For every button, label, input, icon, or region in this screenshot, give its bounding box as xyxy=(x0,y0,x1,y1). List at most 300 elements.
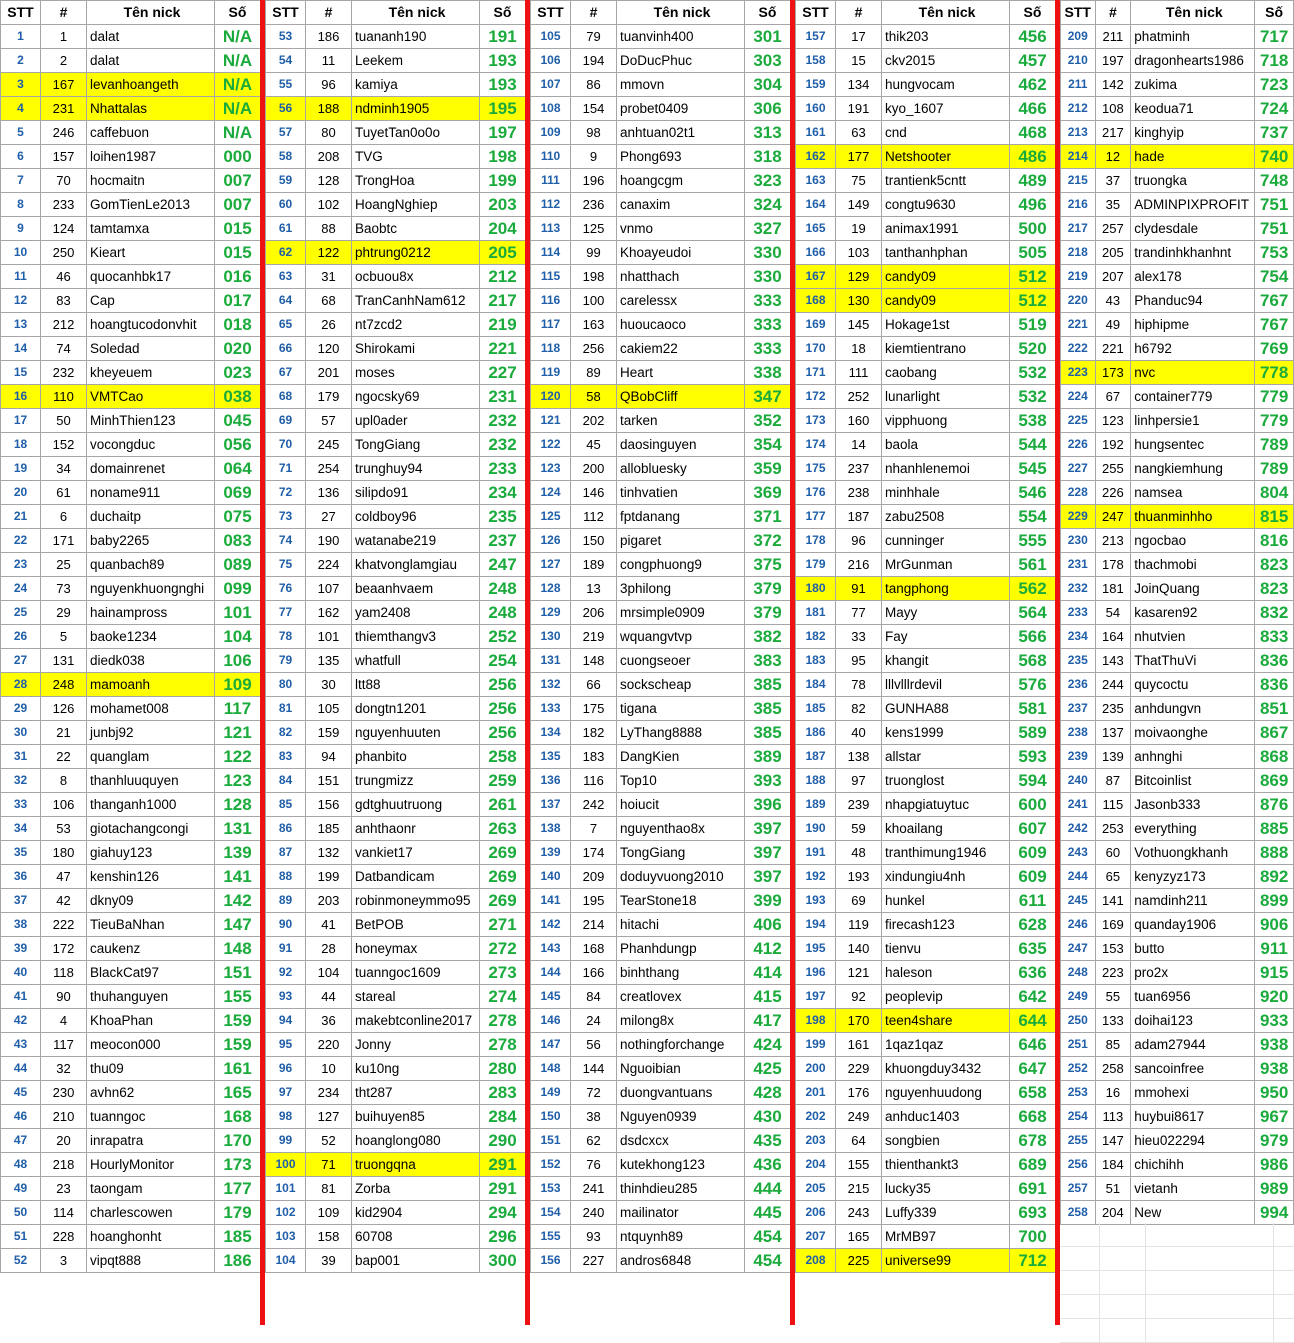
id-cell[interactable]: 75 xyxy=(836,169,882,193)
id-cell[interactable]: 158 xyxy=(306,1225,352,1249)
number-cell[interactable]: 519 xyxy=(1010,313,1056,337)
nick-cell[interactable]: congphuong9 xyxy=(617,553,745,577)
nick-cell[interactable]: diedk038 xyxy=(87,649,215,673)
stt-cell[interactable]: 107 xyxy=(531,73,571,97)
id-cell[interactable]: 256 xyxy=(571,337,617,361)
number-cell[interactable]: 252 xyxy=(480,625,526,649)
stt-cell[interactable]: 242 xyxy=(1061,817,1096,841)
stt-cell[interactable]: 41 xyxy=(1,985,41,1009)
stt-cell[interactable]: 74 xyxy=(266,529,306,553)
nick-cell[interactable]: hainampross xyxy=(87,601,215,625)
nick-cell[interactable]: Soledad xyxy=(87,337,215,361)
stt-cell[interactable]: 71 xyxy=(266,457,306,481)
number-cell[interactable]: 199 xyxy=(480,169,526,193)
nick-cell[interactable]: levanhoangeth xyxy=(87,73,215,97)
number-cell[interactable]: 876 xyxy=(1255,793,1294,817)
stt-cell[interactable]: 111 xyxy=(531,169,571,193)
id-cell[interactable]: 97 xyxy=(836,769,882,793)
number-cell[interactable]: 142 xyxy=(215,889,261,913)
stt-cell[interactable]: 112 xyxy=(531,193,571,217)
id-cell[interactable]: 171 xyxy=(41,529,87,553)
nick-cell[interactable]: kyo_1607 xyxy=(882,97,1010,121)
number-cell[interactable]: 333 xyxy=(745,313,791,337)
stt-cell[interactable]: 157 xyxy=(796,25,836,49)
nick-cell[interactable]: dongtn1201 xyxy=(352,697,480,721)
id-cell[interactable]: 199 xyxy=(306,865,352,889)
nick-cell[interactable]: ckv2015 xyxy=(882,49,1010,73)
nick-cell[interactable]: trungmizz xyxy=(352,769,480,793)
stt-cell[interactable]: 239 xyxy=(1061,745,1096,769)
id-cell[interactable]: 103 xyxy=(836,241,882,265)
id-cell[interactable]: 25 xyxy=(41,553,87,577)
nick-cell[interactable]: hoangcgm xyxy=(617,169,745,193)
id-cell[interactable]: 44 xyxy=(306,985,352,1009)
stt-cell[interactable]: 149 xyxy=(531,1081,571,1105)
id-cell[interactable]: 132 xyxy=(306,841,352,865)
id-cell[interactable]: 63 xyxy=(836,121,882,145)
id-cell[interactable]: 234 xyxy=(306,1081,352,1105)
nick-cell[interactable]: hiphipme xyxy=(1131,313,1255,337)
id-cell[interactable]: 236 xyxy=(571,193,617,217)
id-cell[interactable]: 182 xyxy=(571,721,617,745)
number-cell[interactable]: 920 xyxy=(1255,985,1294,1009)
number-cell[interactable]: 023 xyxy=(215,361,261,385)
number-cell[interactable]: 561 xyxy=(1010,553,1056,577)
nick-cell[interactable]: hoiucit xyxy=(617,793,745,817)
stt-cell[interactable]: 68 xyxy=(266,385,306,409)
stt-cell[interactable]: 238 xyxy=(1061,721,1096,745)
number-cell[interactable]: 271 xyxy=(480,913,526,937)
nick-cell[interactable]: quocanhbk17 xyxy=(87,265,215,289)
number-cell[interactable]: 767 xyxy=(1255,313,1294,337)
id-cell[interactable]: 66 xyxy=(571,673,617,697)
number-cell[interactable]: 836 xyxy=(1255,649,1294,673)
stt-cell[interactable]: 64 xyxy=(266,289,306,313)
nick-cell[interactable]: huoucaoco xyxy=(617,313,745,337)
nick-cell[interactable]: ThatThuVi xyxy=(1131,649,1255,673)
id-cell[interactable]: 67 xyxy=(1095,385,1131,409)
stt-cell[interactable]: 207 xyxy=(796,1225,836,1249)
stt-cell[interactable]: 108 xyxy=(531,97,571,121)
stt-cell[interactable]: 121 xyxy=(531,409,571,433)
nick-cell[interactable]: namsea xyxy=(1131,481,1255,505)
nick-cell[interactable]: namdinh211 xyxy=(1131,889,1255,913)
stt-cell[interactable]: 72 xyxy=(266,481,306,505)
id-cell[interactable]: 55 xyxy=(1095,985,1131,1009)
empty-cell[interactable] xyxy=(1146,1247,1274,1271)
number-cell[interactable]: 007 xyxy=(215,193,261,217)
id-cell[interactable]: 218 xyxy=(41,1153,87,1177)
stt-cell[interactable]: 95 xyxy=(266,1033,306,1057)
number-cell[interactable]: 869 xyxy=(1255,769,1294,793)
nick-cell[interactable]: GomTienLe2013 xyxy=(87,193,215,217)
id-cell[interactable]: 176 xyxy=(836,1081,882,1105)
number-cell[interactable]: 915 xyxy=(1255,961,1294,985)
id-cell[interactable]: 115 xyxy=(1095,793,1131,817)
nick-cell[interactable]: xindungiu4nh xyxy=(882,865,1010,889)
nick-cell[interactable]: kinghyip xyxy=(1131,121,1255,145)
nick-cell[interactable]: anhduc1403 xyxy=(882,1105,1010,1129)
id-cell[interactable]: 74 xyxy=(41,337,87,361)
id-cell[interactable]: 65 xyxy=(1095,865,1131,889)
nick-cell[interactable]: thu09 xyxy=(87,1057,215,1081)
id-cell[interactable]: 174 xyxy=(571,841,617,865)
nick-cell[interactable]: milong8x xyxy=(617,1009,745,1033)
nick-cell[interactable]: cnd xyxy=(882,121,1010,145)
stt-cell[interactable]: 196 xyxy=(796,961,836,985)
nick-cell[interactable]: dkny09 xyxy=(87,889,215,913)
nick-cell[interactable]: tinhvatien xyxy=(617,481,745,505)
stt-cell[interactable]: 204 xyxy=(796,1153,836,1177)
nick-cell[interactable]: ku10ng xyxy=(352,1057,480,1081)
number-cell[interactable]: 594 xyxy=(1010,769,1056,793)
number-cell[interactable]: 496 xyxy=(1010,193,1056,217)
nick-cell[interactable]: tuananh190 xyxy=(352,25,480,49)
number-cell[interactable]: 994 xyxy=(1255,1201,1294,1225)
stt-cell[interactable]: 174 xyxy=(796,433,836,457)
number-cell[interactable]: N/A xyxy=(215,97,261,121)
id-cell[interactable]: 125 xyxy=(571,217,617,241)
number-cell[interactable]: 456 xyxy=(1010,25,1056,49)
id-cell[interactable]: 5 xyxy=(41,625,87,649)
nick-cell[interactable]: Zorba xyxy=(352,1177,480,1201)
number-cell[interactable]: 327 xyxy=(745,217,791,241)
nick-cell[interactable]: Heart xyxy=(617,361,745,385)
nick-cell[interactable]: Cap xyxy=(87,289,215,313)
nick-cell[interactable]: Top10 xyxy=(617,769,745,793)
nick-cell[interactable]: upl0ader xyxy=(352,409,480,433)
stt-cell[interactable]: 45 xyxy=(1,1081,41,1105)
empty-cell[interactable] xyxy=(1100,1223,1146,1247)
id-cell[interactable]: 153 xyxy=(1095,937,1131,961)
nick-cell[interactable]: haleson xyxy=(882,961,1010,985)
nick-cell[interactable]: caukenz xyxy=(87,937,215,961)
stt-cell[interactable]: 120 xyxy=(531,385,571,409)
stt-cell[interactable]: 243 xyxy=(1061,841,1096,865)
number-cell[interactable]: 833 xyxy=(1255,625,1294,649)
number-cell[interactable]: 117 xyxy=(215,697,261,721)
nick-cell[interactable]: lunarlight xyxy=(882,385,1010,409)
nick-cell[interactable]: kasaren92 xyxy=(1131,601,1255,625)
nick-cell[interactable]: tuan6956 xyxy=(1131,985,1255,1009)
id-cell[interactable]: 31 xyxy=(306,265,352,289)
stt-cell[interactable]: 167 xyxy=(796,265,836,289)
id-cell[interactable]: 172 xyxy=(41,937,87,961)
number-cell[interactable]: 609 xyxy=(1010,865,1056,889)
stt-cell[interactable]: 88 xyxy=(266,865,306,889)
id-cell[interactable]: 122 xyxy=(306,241,352,265)
stt-cell[interactable]: 16 xyxy=(1,385,41,409)
nick-cell[interactable]: inrapatra xyxy=(87,1129,215,1153)
nick-cell[interactable]: ndminh1905 xyxy=(352,97,480,121)
number-cell[interactable]: 906 xyxy=(1255,913,1294,937)
number-cell[interactable]: 754 xyxy=(1255,265,1294,289)
stt-cell[interactable]: 59 xyxy=(266,169,306,193)
stt-cell[interactable]: 18 xyxy=(1,433,41,457)
id-cell[interactable]: 214 xyxy=(571,913,617,937)
number-cell[interactable]: 554 xyxy=(1010,505,1056,529)
nick-cell[interactable]: robinmoneymmo95 xyxy=(352,889,480,913)
nick-cell[interactable]: cakiem22 xyxy=(617,337,745,361)
id-cell[interactable]: 197 xyxy=(1095,49,1131,73)
stt-cell[interactable]: 50 xyxy=(1,1201,41,1225)
nick-cell[interactable]: JoinQuang xyxy=(1131,577,1255,601)
stt-cell[interactable]: 142 xyxy=(531,913,571,937)
id-cell[interactable]: 7 xyxy=(571,817,617,841)
nick-cell[interactable]: bap001 xyxy=(352,1249,480,1273)
id-cell[interactable]: 87 xyxy=(1095,769,1131,793)
number-cell[interactable]: 816 xyxy=(1255,529,1294,553)
id-cell[interactable]: 241 xyxy=(571,1177,617,1201)
nick-cell[interactable]: thachmobi xyxy=(1131,553,1255,577)
stt-cell[interactable]: 89 xyxy=(266,889,306,913)
nick-cell[interactable]: GUNHA88 xyxy=(882,697,1010,721)
number-cell[interactable]: 101 xyxy=(215,601,261,625)
nick-cell[interactable]: phtrung0212 xyxy=(352,241,480,265)
id-cell[interactable]: 145 xyxy=(836,313,882,337)
stt-cell[interactable]: 253 xyxy=(1061,1081,1096,1105)
stt-cell[interactable]: 195 xyxy=(796,937,836,961)
nick-cell[interactable]: truongqna xyxy=(352,1153,480,1177)
nick-cell[interactable]: anhthaonr xyxy=(352,817,480,841)
stt-cell[interactable]: 30 xyxy=(1,721,41,745)
stt-cell[interactable]: 66 xyxy=(266,337,306,361)
stt-cell[interactable]: 228 xyxy=(1061,481,1096,505)
stt-cell[interactable]: 117 xyxy=(531,313,571,337)
nick-cell[interactable]: noname911 xyxy=(87,481,215,505)
id-cell[interactable]: 113 xyxy=(1095,1105,1131,1129)
number-cell[interactable]: 568 xyxy=(1010,649,1056,673)
stt-cell[interactable]: 104 xyxy=(266,1249,306,1273)
nick-cell[interactable]: moses xyxy=(352,361,480,385)
id-cell[interactable]: 221 xyxy=(1095,337,1131,361)
number-cell[interactable]: 212 xyxy=(480,265,526,289)
nick-cell[interactable]: Phanhdungp xyxy=(617,937,745,961)
number-cell[interactable]: 396 xyxy=(745,793,791,817)
stt-cell[interactable]: 60 xyxy=(266,193,306,217)
stt-cell[interactable]: 194 xyxy=(796,913,836,937)
id-cell[interactable]: 85 xyxy=(1095,1033,1131,1057)
id-cell[interactable]: 13 xyxy=(571,577,617,601)
id-cell[interactable]: 230 xyxy=(41,1081,87,1105)
number-cell[interactable]: 283 xyxy=(480,1081,526,1105)
id-cell[interactable]: 24 xyxy=(571,1009,617,1033)
stt-cell[interactable]: 87 xyxy=(266,841,306,865)
stt-cell[interactable]: 181 xyxy=(796,601,836,625)
number-cell[interactable]: 512 xyxy=(1010,265,1056,289)
id-cell[interactable]: 146 xyxy=(571,481,617,505)
empty-cell[interactable] xyxy=(1274,1247,1294,1271)
nick-cell[interactable]: cunninger xyxy=(882,529,1010,553)
nick-cell[interactable]: candy09 xyxy=(882,289,1010,313)
nick-cell[interactable]: hungsentec xyxy=(1131,433,1255,457)
empty-cell[interactable] xyxy=(1100,1319,1146,1343)
number-cell[interactable]: 778 xyxy=(1255,361,1294,385)
nick-cell[interactable]: wquangvtvp xyxy=(617,625,745,649)
id-cell[interactable]: 53 xyxy=(41,817,87,841)
nick-cell[interactable]: mamoanh xyxy=(87,673,215,697)
stt-cell[interactable]: 39 xyxy=(1,937,41,961)
stt-cell[interactable]: 237 xyxy=(1061,697,1096,721)
id-cell[interactable]: 209 xyxy=(571,865,617,889)
number-cell[interactable]: 303 xyxy=(745,49,791,73)
stt-cell[interactable]: 43 xyxy=(1,1033,41,1057)
stt-cell[interactable]: 184 xyxy=(796,673,836,697)
stt-cell[interactable]: 183 xyxy=(796,649,836,673)
stt-cell[interactable]: 220 xyxy=(1061,289,1096,313)
id-cell[interactable]: 203 xyxy=(306,889,352,913)
empty-cell[interactable] xyxy=(1100,1247,1146,1271)
id-cell[interactable]: 247 xyxy=(1095,505,1131,529)
id-cell[interactable]: 33 xyxy=(836,625,882,649)
stt-cell[interactable]: 21 xyxy=(1,505,41,529)
id-cell[interactable]: 29 xyxy=(41,601,87,625)
number-cell[interactable]: 247 xyxy=(480,553,526,577)
stt-cell[interactable]: 141 xyxy=(531,889,571,913)
id-cell[interactable]: 150 xyxy=(571,529,617,553)
number-cell[interactable]: 804 xyxy=(1255,481,1294,505)
nick-cell[interactable]: tamtamxa xyxy=(87,217,215,241)
number-cell[interactable]: 069 xyxy=(215,481,261,505)
nick-cell[interactable]: universe99 xyxy=(882,1249,1010,1273)
id-cell[interactable]: 22 xyxy=(41,745,87,769)
id-cell[interactable]: 30 xyxy=(306,673,352,697)
number-cell[interactable]: 385 xyxy=(745,673,791,697)
id-cell[interactable]: 136 xyxy=(306,481,352,505)
nick-cell[interactable]: zukima xyxy=(1131,73,1255,97)
nick-cell[interactable]: Datbandicam xyxy=(352,865,480,889)
id-cell[interactable]: 140 xyxy=(836,937,882,961)
stt-cell[interactable]: 256 xyxy=(1061,1153,1096,1177)
number-cell[interactable]: 406 xyxy=(745,913,791,937)
number-cell[interactable]: 868 xyxy=(1255,745,1294,769)
number-cell[interactable]: 141 xyxy=(215,865,261,889)
nick-cell[interactable]: Nguyen0939 xyxy=(617,1105,745,1129)
id-cell[interactable]: 180 xyxy=(41,841,87,865)
stt-cell[interactable]: 122 xyxy=(531,433,571,457)
stt-cell[interactable]: 37 xyxy=(1,889,41,913)
nick-cell[interactable]: Luffy339 xyxy=(882,1201,1010,1225)
id-cell[interactable]: 156 xyxy=(306,793,352,817)
nick-cell[interactable]: Nhattalas xyxy=(87,97,215,121)
id-cell[interactable]: 36 xyxy=(306,1009,352,1033)
stt-cell[interactable]: 67 xyxy=(266,361,306,385)
stt-cell[interactable]: 110 xyxy=(531,145,571,169)
id-cell[interactable]: 216 xyxy=(836,553,882,577)
nick-cell[interactable]: thiemthangv3 xyxy=(352,625,480,649)
stt-cell[interactable]: 257 xyxy=(1061,1177,1096,1201)
number-cell[interactable]: 779 xyxy=(1255,385,1294,409)
id-cell[interactable]: 4 xyxy=(41,1009,87,1033)
nick-cell[interactable]: domainrenet xyxy=(87,457,215,481)
id-cell[interactable]: 235 xyxy=(1095,697,1131,721)
number-cell[interactable]: 658 xyxy=(1010,1081,1056,1105)
nick-cell[interactable]: HoangNghiep xyxy=(352,193,480,217)
number-cell[interactable]: 532 xyxy=(1010,361,1056,385)
number-cell[interactable]: 454 xyxy=(745,1225,791,1249)
id-cell[interactable]: 134 xyxy=(836,73,882,97)
nick-cell[interactable]: doduyvuong2010 xyxy=(617,865,745,889)
nick-cell[interactable]: kenshin126 xyxy=(87,865,215,889)
id-cell[interactable]: 110 xyxy=(41,385,87,409)
nick-cell[interactable]: Kieart xyxy=(87,241,215,265)
stt-cell[interactable]: 153 xyxy=(531,1177,571,1201)
number-cell[interactable]: 718 xyxy=(1255,49,1294,73)
empty-cell[interactable] xyxy=(1146,1223,1274,1247)
stt-cell[interactable]: 94 xyxy=(266,1009,306,1033)
nick-cell[interactable]: quanbach89 xyxy=(87,553,215,577)
id-cell[interactable]: 143 xyxy=(1095,649,1131,673)
stt-cell[interactable]: 86 xyxy=(266,817,306,841)
nick-cell[interactable]: ocbuou8x xyxy=(352,265,480,289)
id-cell[interactable]: 57 xyxy=(306,409,352,433)
stt-cell[interactable]: 185 xyxy=(796,697,836,721)
stt-cell[interactable]: 55 xyxy=(266,73,306,97)
id-cell[interactable]: 206 xyxy=(571,601,617,625)
number-cell[interactable]: 938 xyxy=(1255,1033,1294,1057)
number-cell[interactable]: 254 xyxy=(480,649,526,673)
id-cell[interactable]: 119 xyxy=(836,913,882,937)
stt-cell[interactable]: 252 xyxy=(1061,1057,1096,1081)
id-cell[interactable]: 56 xyxy=(571,1033,617,1057)
stt-cell[interactable]: 227 xyxy=(1061,457,1096,481)
number-cell[interactable]: 301 xyxy=(745,25,791,49)
number-cell[interactable]: 170 xyxy=(215,1129,261,1153)
nick-cell[interactable]: TVG xyxy=(352,145,480,169)
stt-cell[interactable]: 38 xyxy=(1,913,41,937)
id-cell[interactable]: 254 xyxy=(306,457,352,481)
id-cell[interactable]: 52 xyxy=(306,1129,352,1153)
id-cell[interactable]: 244 xyxy=(1095,673,1131,697)
stt-cell[interactable]: 154 xyxy=(531,1201,571,1225)
empty-cell[interactable] xyxy=(1274,1271,1294,1295)
empty-cell[interactable] xyxy=(1274,1295,1294,1319)
stt-cell[interactable]: 12 xyxy=(1,289,41,313)
nick-cell[interactable]: daosinguyen xyxy=(617,433,745,457)
stt-cell[interactable]: 163 xyxy=(796,169,836,193)
number-cell[interactable]: 191 xyxy=(480,25,526,49)
empty-cell[interactable] xyxy=(1060,1247,1100,1271)
stt-cell[interactable]: 70 xyxy=(266,433,306,457)
nick-cell[interactable]: nhutvien xyxy=(1131,625,1255,649)
number-cell[interactable]: 385 xyxy=(745,697,791,721)
number-cell[interactable]: 436 xyxy=(745,1153,791,1177)
number-cell[interactable]: 232 xyxy=(480,409,526,433)
number-cell[interactable]: 045 xyxy=(215,409,261,433)
stt-cell[interactable]: 2 xyxy=(1,49,41,73)
id-cell[interactable]: 1 xyxy=(41,25,87,49)
stt-cell[interactable]: 62 xyxy=(266,241,306,265)
stt-cell[interactable]: 131 xyxy=(531,649,571,673)
stt-cell[interactable]: 139 xyxy=(531,841,571,865)
number-cell[interactable]: 767 xyxy=(1255,289,1294,313)
stt-cell[interactable]: 33 xyxy=(1,793,41,817)
stt-cell[interactable]: 203 xyxy=(796,1129,836,1153)
stt-cell[interactable]: 132 xyxy=(531,673,571,697)
id-cell[interactable]: 50 xyxy=(41,409,87,433)
number-cell[interactable]: 836 xyxy=(1255,673,1294,697)
stt-cell[interactable]: 245 xyxy=(1061,889,1096,913)
number-cell[interactable]: 723 xyxy=(1255,73,1294,97)
nick-cell[interactable]: avhn62 xyxy=(87,1081,215,1105)
stt-cell[interactable]: 247 xyxy=(1061,937,1096,961)
id-cell[interactable]: 39 xyxy=(306,1249,352,1273)
number-cell[interactable]: 015 xyxy=(215,217,261,241)
number-cell[interactable]: 038 xyxy=(215,385,261,409)
id-cell[interactable]: 128 xyxy=(306,169,352,193)
number-cell[interactable]: 263 xyxy=(480,817,526,841)
stt-cell[interactable]: 100 xyxy=(266,1153,306,1177)
